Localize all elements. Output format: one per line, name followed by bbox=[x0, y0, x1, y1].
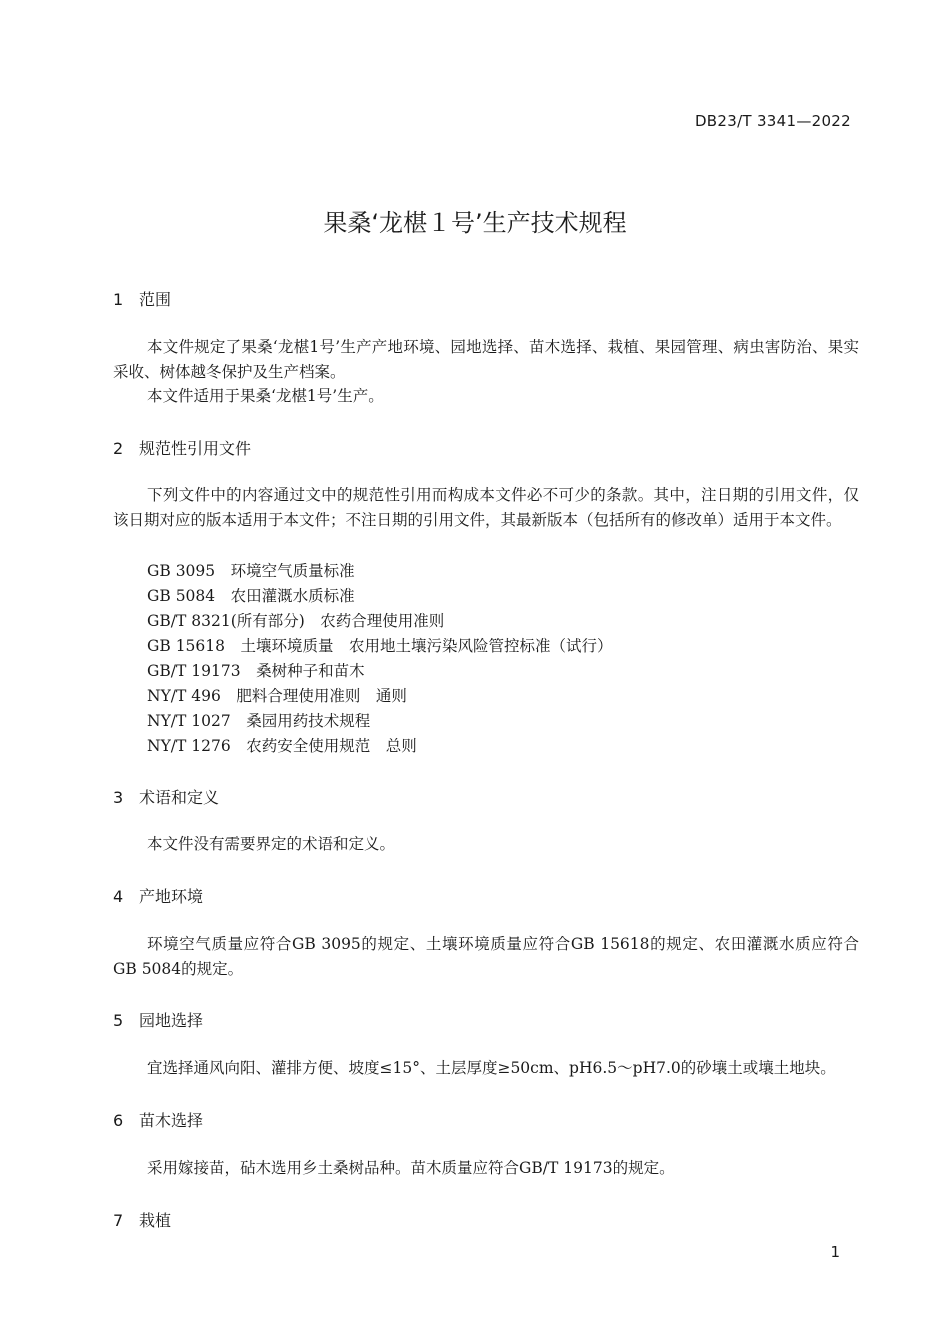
section-heading-2 bbox=[113, 436, 251, 459]
page-number: 1 bbox=[830, 1243, 840, 1261]
section-heading-5 bbox=[113, 1008, 203, 1031]
section-heading-3 bbox=[113, 785, 219, 808]
reference-item: NY/T 1276 农药安全使用规范 总则 bbox=[147, 737, 417, 755]
section-number: 3 bbox=[113, 788, 124, 807]
section-number: 2 bbox=[113, 439, 124, 458]
reference-item: GB 5084 农田灌溉水质标准 bbox=[147, 587, 355, 605]
reference-item: NY/T 1027 桑园用药技术规程 bbox=[147, 712, 371, 730]
section-title: 栽植 bbox=[139, 1211, 172, 1230]
paragraph-env: 环境空气质量应符合GB 3095的规定、土壤环境质量应符合GB 15618的规定、农田灌溉水质应符合GB 5084的规定。 bbox=[113, 935, 859, 978]
reference-item: GB 3095 环境空气质量标准 bbox=[147, 562, 355, 580]
section-number: 1 bbox=[113, 290, 124, 309]
section-title: 苗木选择 bbox=[139, 1111, 204, 1130]
section-title: 产地环境 bbox=[139, 887, 204, 906]
document-code: DB23/T 3341—2022 bbox=[694, 112, 851, 130]
paragraph-terms: 本文件没有需要界定的术语和定义。 bbox=[147, 835, 396, 853]
paragraph-site: 宜选择通风向阳、灌排方便、坡度≤15°、土层厚度≥50cm、pH6.5～pH7.0的砂壤土或壤土地块。 bbox=[147, 1059, 836, 1077]
reference-item: GB 15618 土壤环境质量 农用地土壤污染风险管控标准（试行） bbox=[147, 637, 613, 655]
section-number: 5 bbox=[113, 1011, 124, 1030]
paragraph-refs-intro: 下列文件中的内容通过文中的规范性引用而构成本文件必不可少的条款。其中，注日期的引用文件，仅该日期对应的版本适用于本文件；不注日期的引用文件，其最新版本（包括所有的修改单）适用于本文件。 bbox=[113, 486, 859, 529]
reference-item: GB/T 8321(所有部分) 农药合理使用准则 bbox=[147, 612, 445, 630]
document-title: 果桑‘龙椹１号’生产技术规程 bbox=[323, 209, 627, 237]
section-heading-6 bbox=[113, 1108, 203, 1131]
section-title: 术语和定义 bbox=[139, 788, 220, 807]
section-title: 园地选择 bbox=[139, 1011, 204, 1030]
section-number: 4 bbox=[113, 887, 124, 906]
section-heading-4 bbox=[113, 884, 203, 907]
section-number: 7 bbox=[113, 1211, 124, 1230]
section-number: 6 bbox=[113, 1111, 124, 1130]
reference-item: NY/T 496 肥料合理使用准则 通则 bbox=[147, 687, 407, 705]
section-heading-7 bbox=[113, 1208, 171, 1231]
section-title: 规范性引用文件 bbox=[139, 439, 252, 458]
section-title: 范围 bbox=[139, 290, 172, 309]
section-heading-1 bbox=[113, 287, 171, 310]
paragraph-seedling: 采用嫁接苗，砧木选用乡土桑树品种。苗木质量应符合GB/T 19173的规定。 bbox=[147, 1159, 675, 1177]
paragraph-scope-1: 本文件规定了果桑‘龙椹1号’生产产地环境、园地选择、苗木选择、栽植、果园管理、病虫害防治、果实采收、树体越冬保护及生产档案。 bbox=[113, 338, 859, 381]
reference-item: GB/T 19173 桑树种子和苗木 bbox=[147, 662, 365, 680]
paragraph-scope-2: 本文件适用于果桑‘龙椹1号’生产。 bbox=[147, 387, 384, 405]
